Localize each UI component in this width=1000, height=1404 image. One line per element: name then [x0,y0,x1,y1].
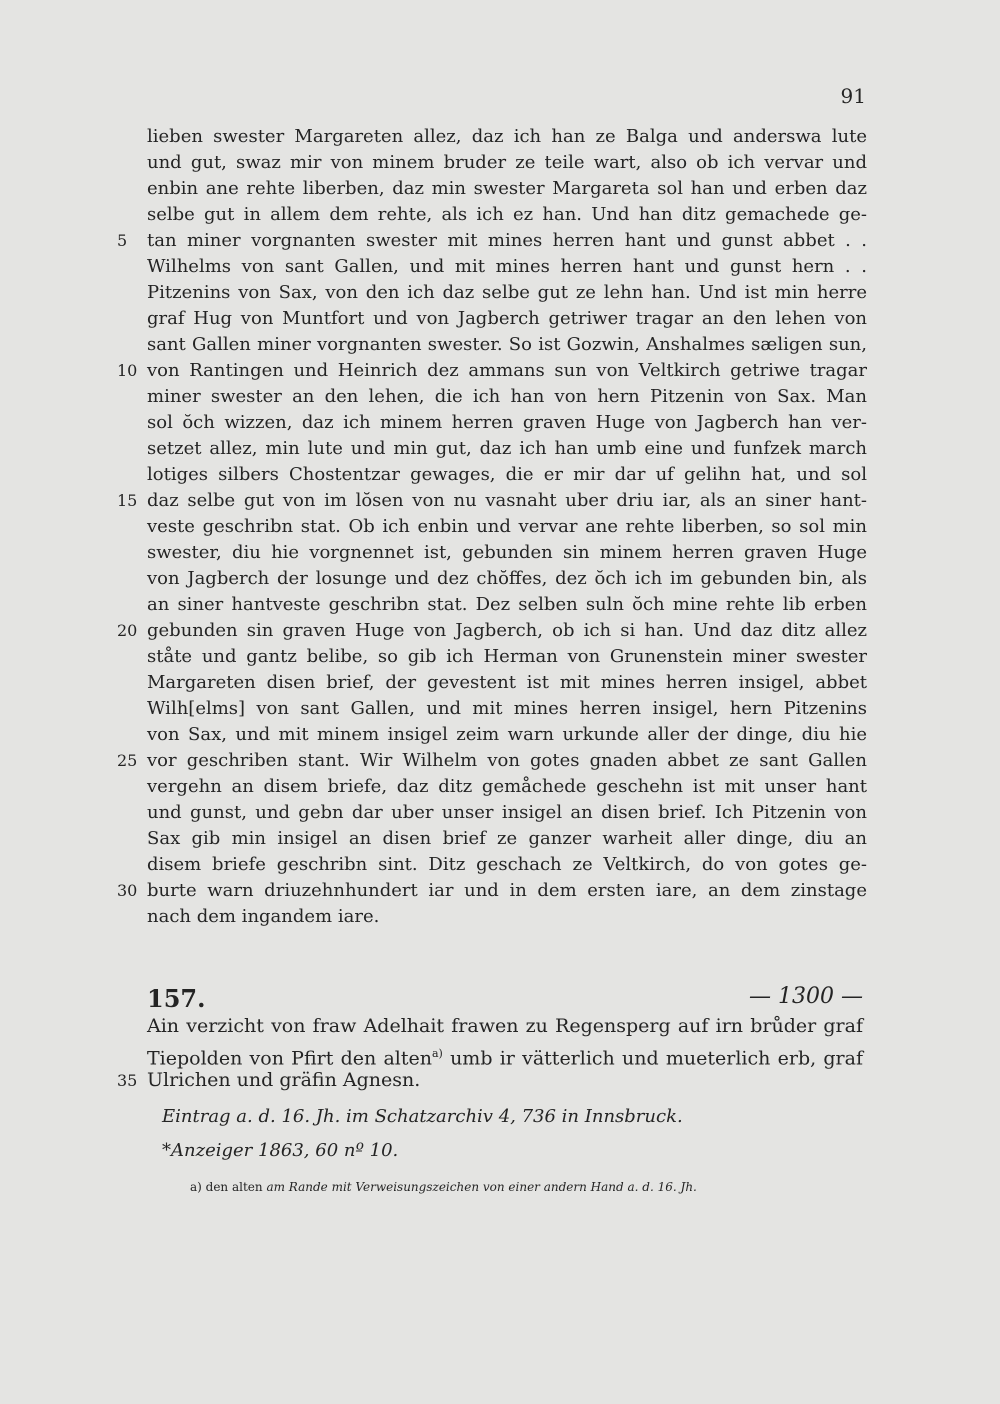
line-text: Margareten disen brief, der gevestent ist mit mines herren insigel, abbet [147,672,867,693]
line-text: selbe gut in allem dem rehte, als ich ez han. Und han ditz gemachede ge- [147,204,867,225]
page-number: 91 [840,84,866,108]
text-line [147,540,867,566]
source-print: *Anzeiger 1863, 60 nº 10. [162,1140,399,1161]
line-text: ståte und gantz belibe, so gib ich Herman von Grunenstein miner swester [147,646,867,667]
line-text: von Sax, und mit minem insigel zeim warn urkunde aller der dinge, diu hie [147,724,867,745]
line-text: vergehn an disem briefe, daz ditz gemåchede geschehn ist mit unser hant [147,776,867,797]
footnote-text: am Rande mit Verweisungszeichen von einer andern Hand a. d. 16. Jh. [262,1180,697,1194]
text-line [147,852,867,878]
footnote-ref: a) [431,1047,443,1060]
text-line [147,254,867,280]
line-text: swester, diu hie vorgnennet ist, gebunden sin minem herren graven Huge [147,542,867,563]
line-text: von Jagberch der losunge und dez chŏffes, dez ŏch ich im gebunden bin, als [147,568,867,589]
text-line [117,618,867,644]
line-text: disem briefe geschribn sint. Ditz geschach ze Veltkirch, do von gotes ge- [147,854,867,875]
text-line [147,462,867,488]
footnote [190,1180,697,1194]
text-line [117,878,867,904]
text-line [147,384,867,410]
summary-line [147,1013,863,1040]
line-text: von Rantingen und Heinrich dez ammans sun von Veltkirch getriwe tragar [147,360,867,381]
line-text: und gunst, und gebn dar uber unser insigel an disen brief. Ich Pitzenin von [147,802,867,823]
text-line [117,228,867,254]
line-number: 20 [117,621,138,640]
line-number: 25 [117,751,138,770]
line-text: miner swester an den lehen, die ich han von hern Pitzenin von Sax. Man [147,386,867,407]
text-line [147,644,867,670]
text-line [147,514,867,540]
text-line [147,800,867,826]
line-text: Wilh[elms] von sant Gallen, und mit mines herren insigel, hern Pitzenins [147,698,867,719]
text-line [147,306,867,332]
line-number: 35 [117,1071,138,1090]
text-line [147,904,867,930]
summary-text: Ulrichen und gräfin Agnesn. [147,1069,421,1091]
line-number: 10 [117,361,138,380]
line-text: graf Hug von Muntfort und von Jagberch getriwer tragar an den lehen von [147,308,867,329]
document-summary [117,1013,863,1094]
text-line [147,202,867,228]
text-line [147,696,867,722]
text-line [147,176,867,202]
line-text: lotiges silbers Chostentzar gewages, die er mir dar uf gelihn hat, und sol [147,464,867,485]
summary-line [147,1040,863,1070]
line-text: Pitzenins von Sax, von den ich daz selbe gut ze lehn han. Und ist min herre [147,282,867,303]
line-text: und gut, swaz mir von minem bruder ze teile wart, also ob ich vervar und [147,152,867,173]
line-text: lieben swester Margareten allez, daz ich han ze Balga und anderswa lute [147,126,867,147]
summary-text: Ain verzicht von fraw Adelhait frawen zu Regensperg auf irn brůder graf [147,1015,863,1037]
footnote-mark: a) den alten [190,1180,263,1194]
text-line [147,670,867,696]
summary-line [117,1067,863,1094]
text-line [117,748,867,774]
text-line [117,358,867,384]
line-text: sant Gallen miner vorgnanten swester. So ist Gozwin, Anshalmes sæligen sun, [147,334,867,355]
summary-text: umb ir vätterlich und mueterlich erb, graf [442,1047,863,1070]
line-text: nach dem ingandem iare. [147,906,380,927]
line-text: daz selbe gut von im lŏsen von nu vasnaht uber driu iar, als an siner hant- [147,490,867,511]
text-line [147,332,867,358]
line-text: tan miner vorgnanten swester mit mines herren hant und gunst abbet . . [147,230,867,251]
main-text-block [117,124,867,930]
line-text: Wilhelms von sant Gallen, und mit mines herren hant und gunst hern . . [147,256,867,277]
line-text: veste geschribn stat. Ob ich enbin und vervar ane rehte liberben, so sol min [147,516,867,537]
document-date: — 1300 — [749,984,863,1009]
line-text: enbin ane rehte liberben, daz min swester Margareta sol han und erben daz [147,178,867,199]
source-entry: Eintrag a. d. 16. Jh. im Schatzarchiv 4, 736 in Innsbruck. [162,1106,683,1127]
text-line [147,436,867,462]
line-number: 30 [117,881,138,900]
text-line [147,722,867,748]
line-number: 5 [117,231,128,250]
line-number: 15 [117,491,138,510]
summary-text: Tiepolden von Pfirt den alten [147,1047,432,1070]
line-text: vor geschriben stant. Wir Wilhelm von gotes gnaden abbet ze sant Gallen [147,750,867,771]
document-header [147,984,863,1014]
text-line [117,488,867,514]
line-text: setzet allez, min lute und min gut, daz ich han umb eine und funfzek march [147,438,867,459]
text-line [147,826,867,852]
line-text: burte warn driuzehnhundert iar und in dem ersten iare, an dem zinstage [147,880,867,901]
text-line [147,280,867,306]
line-text: gebunden sin graven Huge von Jagberch, ob ich si han. Und daz ditz allez [147,620,867,641]
text-line [147,150,867,176]
text-line [147,124,867,150]
text-line [147,774,867,800]
document-number: 157. [147,984,206,1013]
line-text: an siner hantveste geschribn stat. Dez selben suln ŏch mine rehte lib erben [147,594,867,615]
line-text: sol ŏch wizzen, daz ich minem herren graven Huge von Jagberch han ver- [147,412,867,433]
line-text: Sax gib min insigel an disen brief ze ganzer warheit aller dinge, diu an [147,828,867,849]
text-line [147,592,867,618]
text-line [147,566,867,592]
text-line [147,410,867,436]
